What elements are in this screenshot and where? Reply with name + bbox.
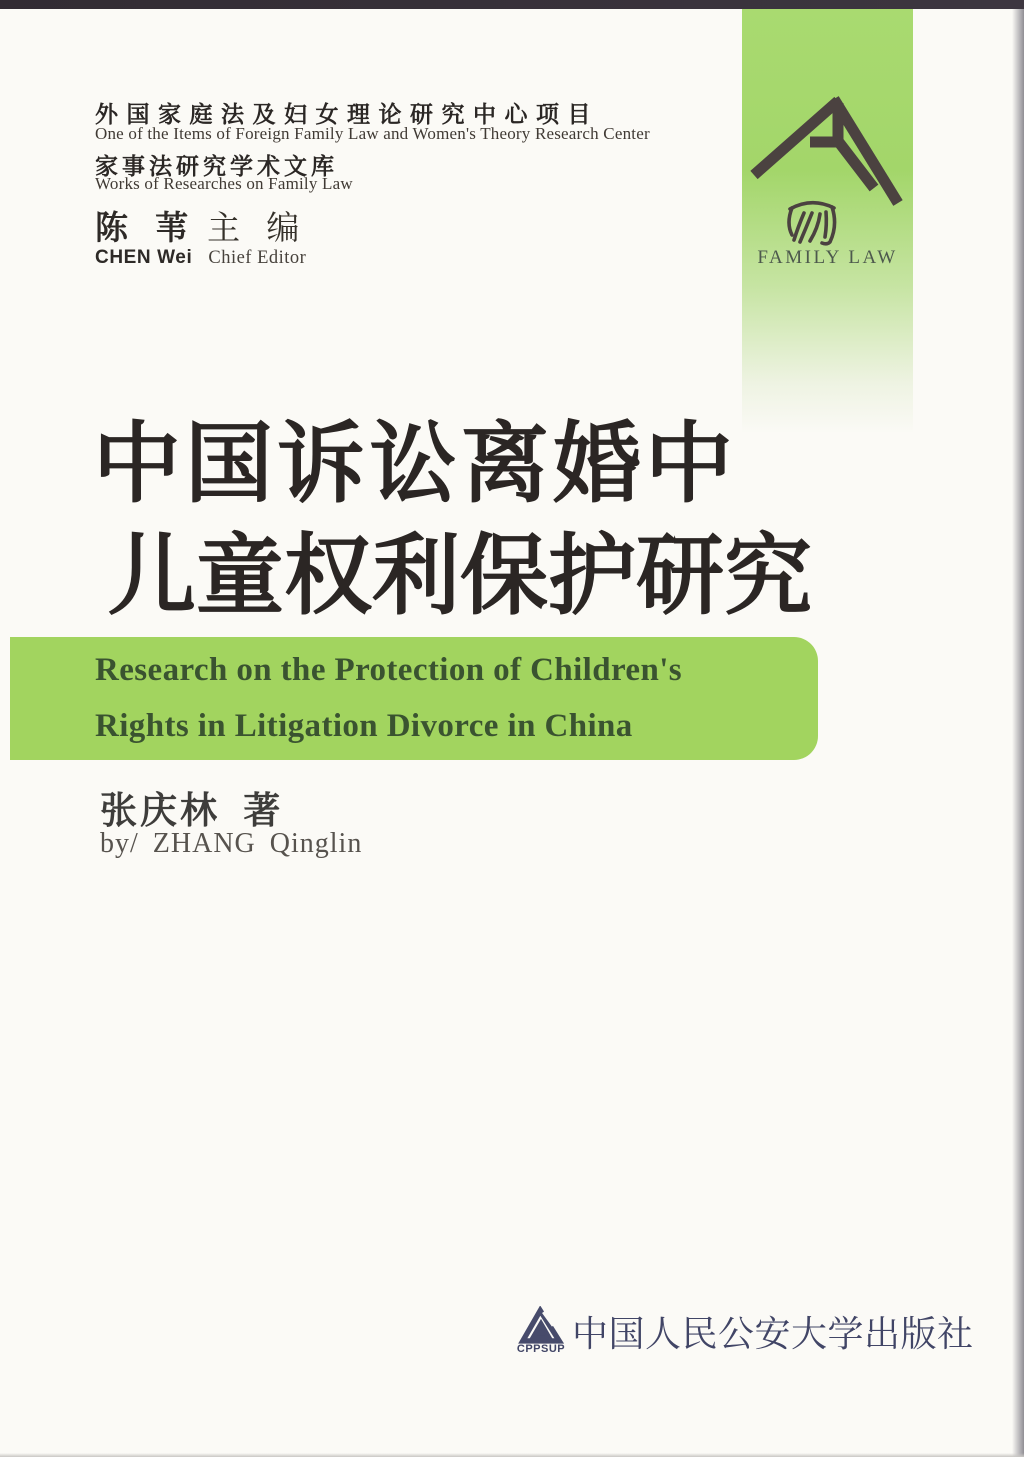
family-law-label: FAMILY LAW bbox=[757, 247, 898, 268]
author-name-en: by/ ZHANG Qinglin bbox=[100, 828, 363, 859]
series-project-title-cn: 外国家庭法及妇女理论研究中心项目 bbox=[95, 101, 599, 127]
cppsup-logo-icon bbox=[518, 1306, 564, 1344]
scan-edge-top bbox=[0, 0, 1024, 9]
series-library-title-cn: 家事法研究学术文库 bbox=[95, 153, 338, 179]
english-title-line2: Rights in Litigation Divorce in China bbox=[95, 707, 633, 744]
chief-editor-line-en bbox=[95, 247, 306, 269]
publisher-name: 中国人民公安大学出版社 bbox=[572, 1314, 974, 1354]
scan-edge-right bbox=[1012, 9, 1024, 1457]
chief-editor-name-en: CHEN Wei bbox=[95, 247, 193, 268]
chief-editor-line-cn bbox=[95, 202, 308, 249]
family-law-emblem-box bbox=[742, 9, 913, 434]
book-title-line2: 儿童权利保护研究 bbox=[108, 529, 813, 626]
chief-editor-role-cn: 主 编 bbox=[207, 211, 309, 247]
series-project-title-en: One of the Items of Foreign Family Law and Women's Theory Research Center bbox=[95, 124, 650, 143]
seal-script-jia-icon bbox=[780, 195, 844, 247]
series-library-title-en: Works of Researches on Family Law bbox=[95, 174, 353, 193]
author-name-cn: 张庆林 著 bbox=[100, 790, 284, 831]
english-title-line1: Research on the Protection of Children's bbox=[95, 652, 683, 689]
publisher-acronym: CPPSUP bbox=[516, 1343, 566, 1355]
english-title-banner bbox=[10, 637, 818, 760]
chief-editor-role-en: Chief Editor bbox=[208, 248, 307, 268]
book-title-line1: 中国诉讼离婚中 bbox=[93, 417, 738, 514]
chief-editor-name-cn: 陈 苇 bbox=[95, 209, 198, 246]
scan-edge-bottom bbox=[0, 1453, 1024, 1457]
